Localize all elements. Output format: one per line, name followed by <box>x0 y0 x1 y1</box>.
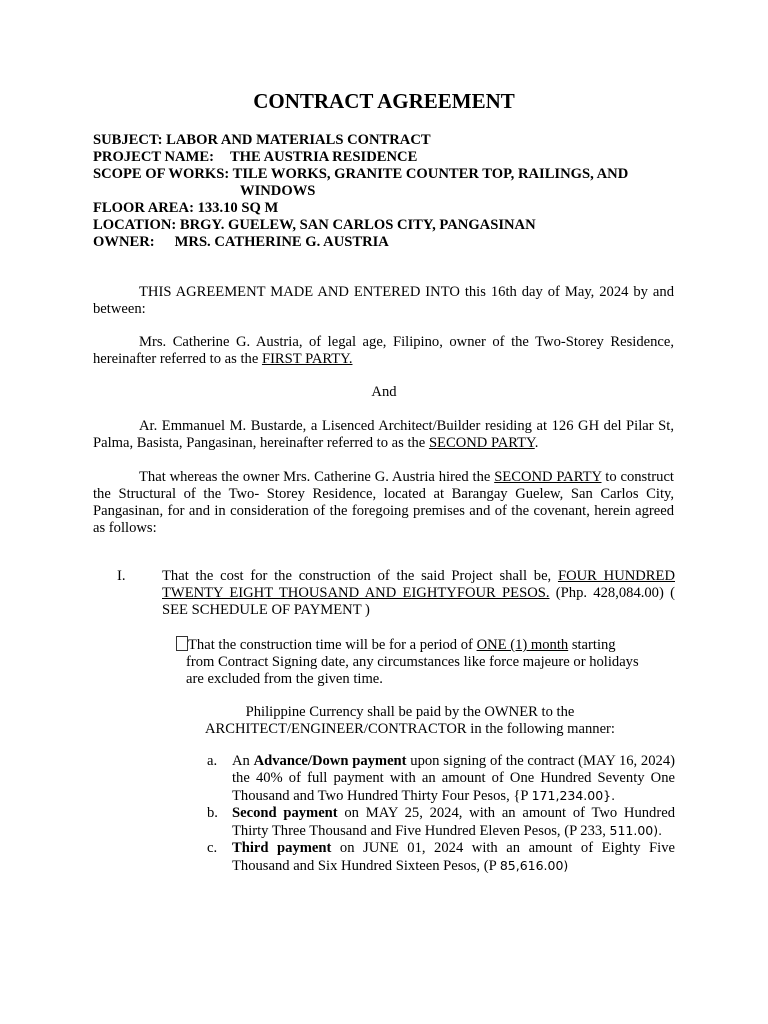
second-party-paragraph <box>93 418 674 452</box>
currency-clause <box>160 704 660 738</box>
payment-item-label: a. <box>207 753 218 769</box>
project-name-label: PROJECT NAME: <box>93 149 214 165</box>
whereas-text: That whereas the owner Mrs. Catherine G. Austria hired the <box>139 469 495 485</box>
whereas-paragraph <box>93 469 674 537</box>
owner-line <box>93 234 683 251</box>
payment-item-text: upon signing of the contract (MAY 16, 2024) the 40% of full payment with an amount of One Hundred Seventy One Thousand and Two Hundred Thirty Four Pesos, {P <box>232 753 675 804</box>
contract-header <box>93 132 683 251</box>
currency-line1: Philippine Currency shall be paid by the OWNER to the <box>245 704 575 720</box>
payment-item-amount: 171,234.00}. <box>531 788 616 803</box>
first-party-label: FIRST PARTY. <box>261 351 353 367</box>
second-party-end: . <box>534 435 539 451</box>
first-party-paragraph <box>93 334 674 368</box>
location-line: LOCATION: BRGY. GUELEW, SAN CARLOS CITY, PANGASINAN <box>93 217 536 233</box>
and-separator: And <box>371 384 397 400</box>
payment-item <box>207 753 675 805</box>
payment-item <box>207 805 675 840</box>
item-i-text <box>162 568 675 619</box>
payment-item-amount: 511.00). <box>609 823 663 838</box>
construction-time-starting: starting <box>568 637 616 653</box>
second-party-text: Ar. Emmanuel M. Bustarde, a Lisenced Architect/Builder residing at 126 GH del Pilar St, Palma, Basista, Pangasinan, hereinafter referred to as the <box>93 418 674 451</box>
construction-time-line3: are excluded from the given time. <box>186 671 383 687</box>
construction-time-clause <box>176 636 676 688</box>
owner-label: OWNER: <box>93 234 155 250</box>
second-party-label: SECOND PARTY <box>428 435 535 451</box>
document-title: CONTRACT AGREEMENT <box>253 89 515 113</box>
scope-line-continued: WINDOWS <box>240 183 316 199</box>
first-party-text: Mrs. Catherine G. Austria, of legal age, Filipino, owner of the Two-Storey Residence, hereinafter referred to as the <box>93 334 674 367</box>
construction-time-text: That the construction time will be for a period of <box>188 637 477 653</box>
item-i-numeral: I. <box>117 568 126 584</box>
project-name-line <box>93 149 683 166</box>
contract-amount-figure: (Php. 428,084.00) ( SEE SCHEDULE OF PAYMENT ) <box>162 585 675 618</box>
owner-value: MRS. CATHERINE G. AUSTRIA <box>174 234 389 250</box>
payment-item-title: Second payment <box>232 805 338 821</box>
payment-item-title: Advance/Down payment <box>253 753 407 769</box>
payment-item-title: Third payment <box>232 840 332 856</box>
item-i-intro: That the cost for the construction of the said Project shall be, <box>162 568 558 584</box>
payment-item-text: on MAY 25, 2024, with an amount of Two Hundred Thirty Three Thousand and Five Hundred Eleven Pesos, (P 233, <box>232 805 675 839</box>
missing-glyph-icon <box>176 636 188 651</box>
payment-item-pre: An <box>232 753 254 769</box>
payment-item-text: on JUNE 01, 2024 with an amount of Eighty Five Thousand and Six Hundred Sixteen Pesos, (P <box>232 840 675 874</box>
whereas-text-continued: to construct the Structural of the Two- Storey Residence, located at Barangay Guelew, San Carlos City, Pangasinan, for and in consideration of the foregoing premises and of the covenant, herein agreed as follows: <box>93 469 674 536</box>
intro-paragraph: THIS AGREEMENT MADE AND ENTERED INTO this 16th day of May, 2024 by and between: <box>93 284 674 317</box>
construction-period: ONE (1) month <box>476 637 569 653</box>
project-name-value: THE AUSTRIA RESIDENCE <box>229 149 418 165</box>
scope-line: SCOPE OF WORKS: TILE WORKS, GRANITE COUNTER TOP, RAILINGS, AND <box>93 166 629 182</box>
contract-amount-words: FOUR HUNDRED TWENTY EIGHT THOUSAND AND EIGHTYFOUR PESOS. <box>162 568 675 601</box>
payment-item-amount: 85,616.00) <box>499 858 569 873</box>
currency-line2: ARCHITECT/ENGINEER/CONTRACTOR in the following manner: <box>205 721 615 737</box>
payment-item-label: c. <box>207 840 218 856</box>
subject-line: SUBJECT: LABOR AND MATERIALS CONTRACT <box>93 132 431 148</box>
payment-item-label: b. <box>207 805 218 821</box>
construction-time-line1 <box>176 636 676 654</box>
construction-time-line2: from Contract Signing date, any circumstances like force majeure or holidays <box>186 654 639 670</box>
floor-area-line: FLOOR AREA: 133.10 SQ M <box>93 200 279 216</box>
whereas-party-label: SECOND PARTY <box>494 469 602 485</box>
payment-schedule <box>207 753 675 875</box>
payment-item <box>207 840 675 875</box>
